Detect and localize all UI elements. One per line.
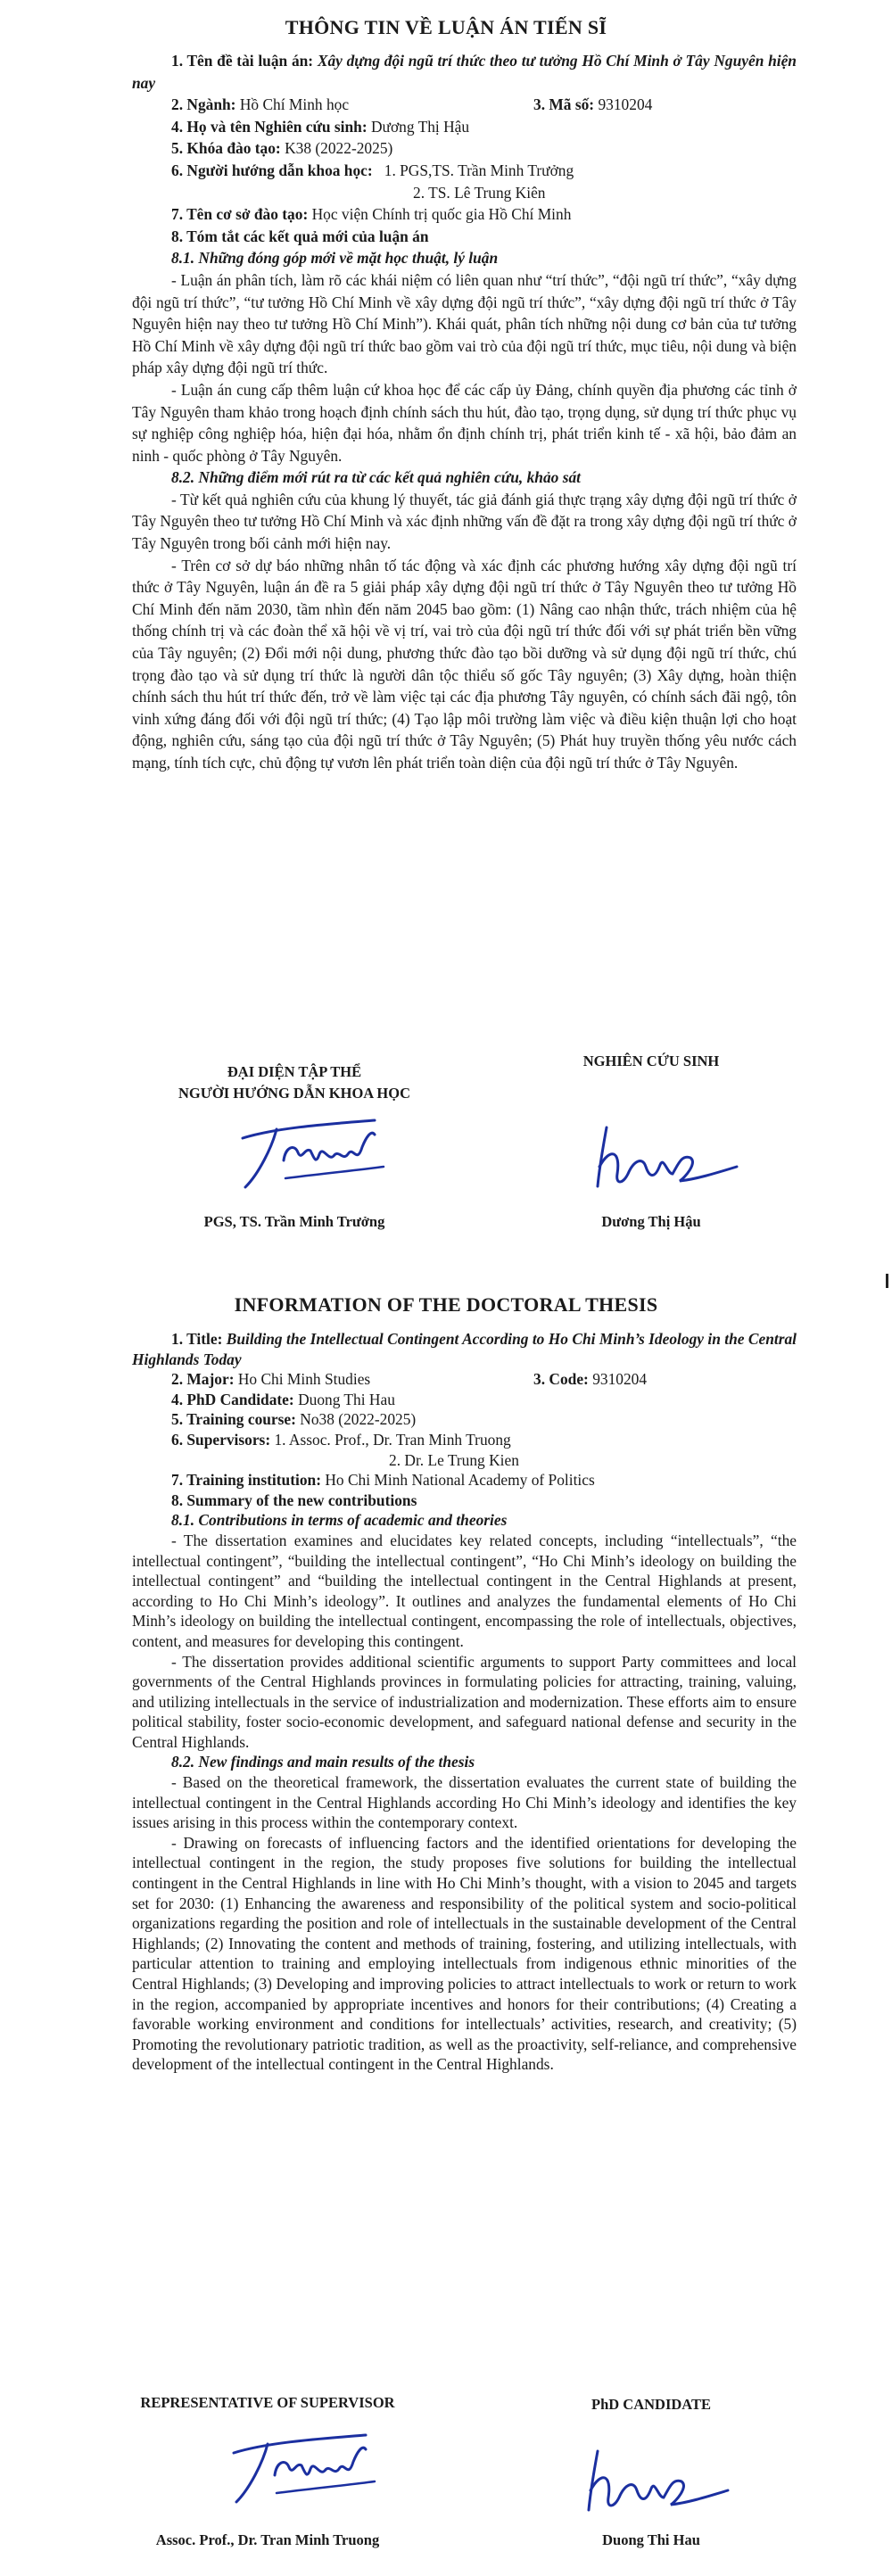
paragraph-2-en: - The dissertation provides additional scientific arguments to support Party committees and local governments of the Central Highlands provinces in formulating policies for attracting, training, valuing, and utilizing intellectuals in the service of industrialization and modernization. These efforts aim to ensure political stability, foster socio-economic development, and safeguard national defense and security in the Central Highlands. xyxy=(132,1652,797,1751)
paragraph-4-vi: - Trên cơ sở dự báo những nhân tố tác động và xác định các phương hướng xây dựng đội ngũ trí thức ở Tây Nguyên, luận án đề ra 5 giải pháp xây dựng đội ngũ trí thức ở Tây Nguyên theo tư tưởng Hồ Chí Minh đến năm 2030, tầm nhìn đến năm 2045 bao gồm: (1) Nâng cao nhận thức, trách nhiệm của hệ thống chính trị và các đoàn thể xã hội về vị trí, vai trò của đội ngũ trí thức đối với sự phát triển bền vững của Tây nguyên; (2) Đổi mới nội dung, phương thức đào tạo bồi dưỡng và sử dụng đội ngũ trí thức, chú trọng đào tạo và sử dụng trí thức là người dân tộc thiểu số gốc Tây nguyên; (3) Xây dựng, hoàn thiện chính sách thu hút trí thức đến, trở về làm việc tại các địa phương Tây nguyên, có chính sách đãi ngộ, tôn vinh xứng đáng đối với đội ngũ trí thức; (4) Tạo lập môi trường làm việc và điều kiện thuận lợi cho hoạt động, nghiên cứu, sáng tạo của đội ngũ trí thức ở Tây Nguyên; (5) Phát huy truyền thống yêu nước cách mạng, tính tích cực, chủ động tự vươn lên phát triển toàn diện của đội ngũ trí thức ở Tây Nguyên. xyxy=(132,556,797,772)
summary-heading-vi: 8. Tóm tắt các kết quả mới của luận án xyxy=(171,227,429,245)
field-major-code-vi: 2. Ngành: Hồ Chí Minh học 3. Mã số: 9310204 xyxy=(171,95,653,114)
field-institution-en: 7. Training institution: Ho Chi Minh National Academy of Politics xyxy=(171,1471,595,1490)
thesis-info-body-vi xyxy=(132,50,797,774)
field-institution-vi: 7. Tên cơ sở đào tạo: Học viện Chính trị quốc gia Hồ Chí Minh xyxy=(171,205,572,224)
candidate-signature-heading-vi: NGHIÊN CỨU SINH xyxy=(582,1053,720,1069)
vietnamese-thesis-info-page xyxy=(0,0,892,1284)
section-8-1-heading-vi: 8.1. Những đóng góp mới về mặt học thuật, lý luận xyxy=(171,249,499,268)
field-course-vi: 5. Khóa đào tạo: K38 (2022-2025) xyxy=(171,139,393,158)
section-8-2-heading-en: 8.2. New findings and main results of the thesis xyxy=(171,1753,475,1771)
candidate-signature-en xyxy=(571,2435,740,2520)
candidate-signature-vi xyxy=(580,1111,749,1196)
english-thesis-info-page xyxy=(0,1284,892,2576)
field-major-code-en: 2. Major: Ho Chi Minh Studies 3. Code: 9310204 xyxy=(171,1370,648,1389)
supervisor-name-vi: PGS, TS. Trần Minh Trưởng xyxy=(203,1213,385,1230)
supervisor-name-en: Assoc. Prof., Dr. Tran Minh Truong xyxy=(155,2531,380,2548)
page-title-en: INFORMATION OF THE DOCTORAL THESIS xyxy=(234,1293,658,1316)
field-candidate-vi: 4. Họ và tên Nghiên cứu sinh: Dương Thị Hậu xyxy=(171,117,470,136)
paragraph-1-vi: - Luận án phân tích, làm rõ các khái niệm có liên quan như “trí thức”, “đội ngũ trí thức”, “xây dựng đội ngũ trí thức”, “tư tưởng Hồ Chí Minh về xây dựng đội ngũ trí thức”, “xây dựng đội ngũ trí thức ở Tây Nguyên hiện nay theo tư tưởng Hồ Chí Minh”). Khái quát, phân tích những nội dung cơ bản của tư tưởng Hồ Chí Minh về xây dựng đội ngũ trí thức bao gồm vai trò của đội ngũ trí thức, mục tiêu, nội dung và biện pháp xây dựng đội ngũ trí thức. xyxy=(132,270,797,377)
field-candidate-en: 4. PhD Candidate: Duong Thi Hau xyxy=(171,1390,395,1408)
paragraph-1-en: - The dissertation examines and elucidates key related concepts, including “intellectuals”, “the intellectual contingent”, “building the intellectual contingent”, “Ho Chi Minh’s ideology on building the intellectual contingent” and “building the intellectual contingent in the Central Highlands at present, according to Ho Chi Minh’s ideology”. It outlines and analyzes the fundamental elements of Ho Chi Minh’s ideology on building the intellectual contingent, encompassing the role of intellectuals, objectives, content, and measures for developing this contingent. xyxy=(132,1531,797,1650)
field-thesis-title-en: 1. Title: Building the Intellectual Contingent According to Ho Chi Minh’s Ideology in the Central Highlands Today xyxy=(132,1330,797,1368)
field-course-en: 5. Training course: No38 (2022-2025) xyxy=(171,1410,417,1429)
paragraph-2-vi: - Luận án cung cấp thêm luận cứ khoa học để các cấp ủy Đảng, chính quyền địa phương các tỉnh ở Tây Nguyên tham khảo trong hoạch định chính sách thu hút, đào tạo, trọng dụng, sử dụng trí thức phục vụ sự nghiệp công nghiệp hóa, hiện đại hóa, nhằm ổn định chính trị, phát triển kinh tế - xã hội, bảo đảm an ninh - quốc phòng ở Tây Nguyên. xyxy=(132,380,797,465)
paragraph-3-en: - Based on the theoretical framework, the dissertation evaluates the current state of building the intellectual contingent in the Central Highlands according Ho Chi Minh’s ideology and identifies the key issues arising in this process within the contemporary context. xyxy=(132,1773,797,1832)
summary-heading-en: 8. Summary of the new contributions xyxy=(171,1490,417,1509)
supervisor-signature-vi xyxy=(223,1111,392,1196)
supervisor-signature-heading-en: REPRESENTATIVE OF SUPERVISOR xyxy=(140,2394,395,2411)
candidate-name-vi: Dương Thị Hậu xyxy=(601,1213,701,1230)
paragraph-4-en: - Drawing on forecasts of influencing factors and the identified orientations for developing the intellectual contingent in the region, the study proposes five solutions for building the intellectual contingent in the Central Highlands in line with Ho Chi Minh’s thought, with a vision to 2045 and targets set for 2030: (1) Enhancing the awareness and responsibility of the political system and socio-political organizations regarding the position and role of intellectuals in the sustainable development of the Central Highlands; (2) Innovating the content and methods of training, fostering, and utilizing intellectuals, with particular attention to training and employing intellectuals from indigenous ethnic minorities of the Central Highlands; (3) Developing and improving policies to attract intellectuals to work or return to work in the region, accompanied by appropriate incentives and honors for their contributions; (4) Creating a favorable working environment and conditions for intellectuals’ activities, research, and creativity; (5) Promoting the revolutionary patriotic tradition, as well as the proactivity, self-reliance, and comprehensive development of the intellectual contingent in the Central Highlands. xyxy=(132,1833,797,2074)
supervisor-signature-heading-vi: ĐẠI DIỆN TẬP THỂ NGƯỜI HƯỚNG DẪN KHOA HỌC xyxy=(178,1063,411,1102)
field-supervisors-vi: 6. Người hướng dẫn khoa học: 1. PGS,TS. Trần Minh Trưởng xyxy=(171,161,574,179)
field-supervisor-2-en: 2. Dr. Le Trung Kien xyxy=(389,1450,519,1469)
thesis-info-body-en xyxy=(132,1329,797,2075)
candidate-signature-heading-en: PhD CANDIDATE xyxy=(591,2396,711,2413)
page-title-vi: THÔNG TIN VỀ LUẬN ÁN TIẾN SĨ xyxy=(285,16,607,38)
supervisor-signature-en xyxy=(214,2426,384,2511)
candidate-name-en: Duong Thi Hau xyxy=(602,2531,700,2548)
field-thesis-title-vi: 1. Tên đề tài luận án: Xây dựng đội ngũ trí thức theo tư tưởng Hồ Chí Minh ở Tây Nguyên hiện nay xyxy=(132,52,797,92)
section-8-1-heading-en: 8.1. Contributions in terms of academic and theories xyxy=(171,1511,508,1530)
paragraph-3-vi: - Từ kết quả nghiên cứu của khung lý thuyết, tác giả đánh giá thực trạng xây dựng đội ngũ trí thức ở Tây Nguyên theo tư tưởng Hồ Chí Minh và xác định những vấn đề đặt ra trong xây dựng đội ngũ trí thức ở Tây Nguyên trong bối cảnh mới hiện nay. xyxy=(132,490,797,553)
field-supervisor-2-vi: 2. TS. Lê Trung Kiên xyxy=(413,183,546,202)
field-supervisors-en: 6. Supervisors: 1. Assoc. Prof., Dr. Tran Minh Truong xyxy=(171,1430,511,1449)
section-8-2-heading-vi: 8.2. Những điểm mới rút ra từ các kết quả nghiên cứu, khảo sát xyxy=(171,468,581,487)
